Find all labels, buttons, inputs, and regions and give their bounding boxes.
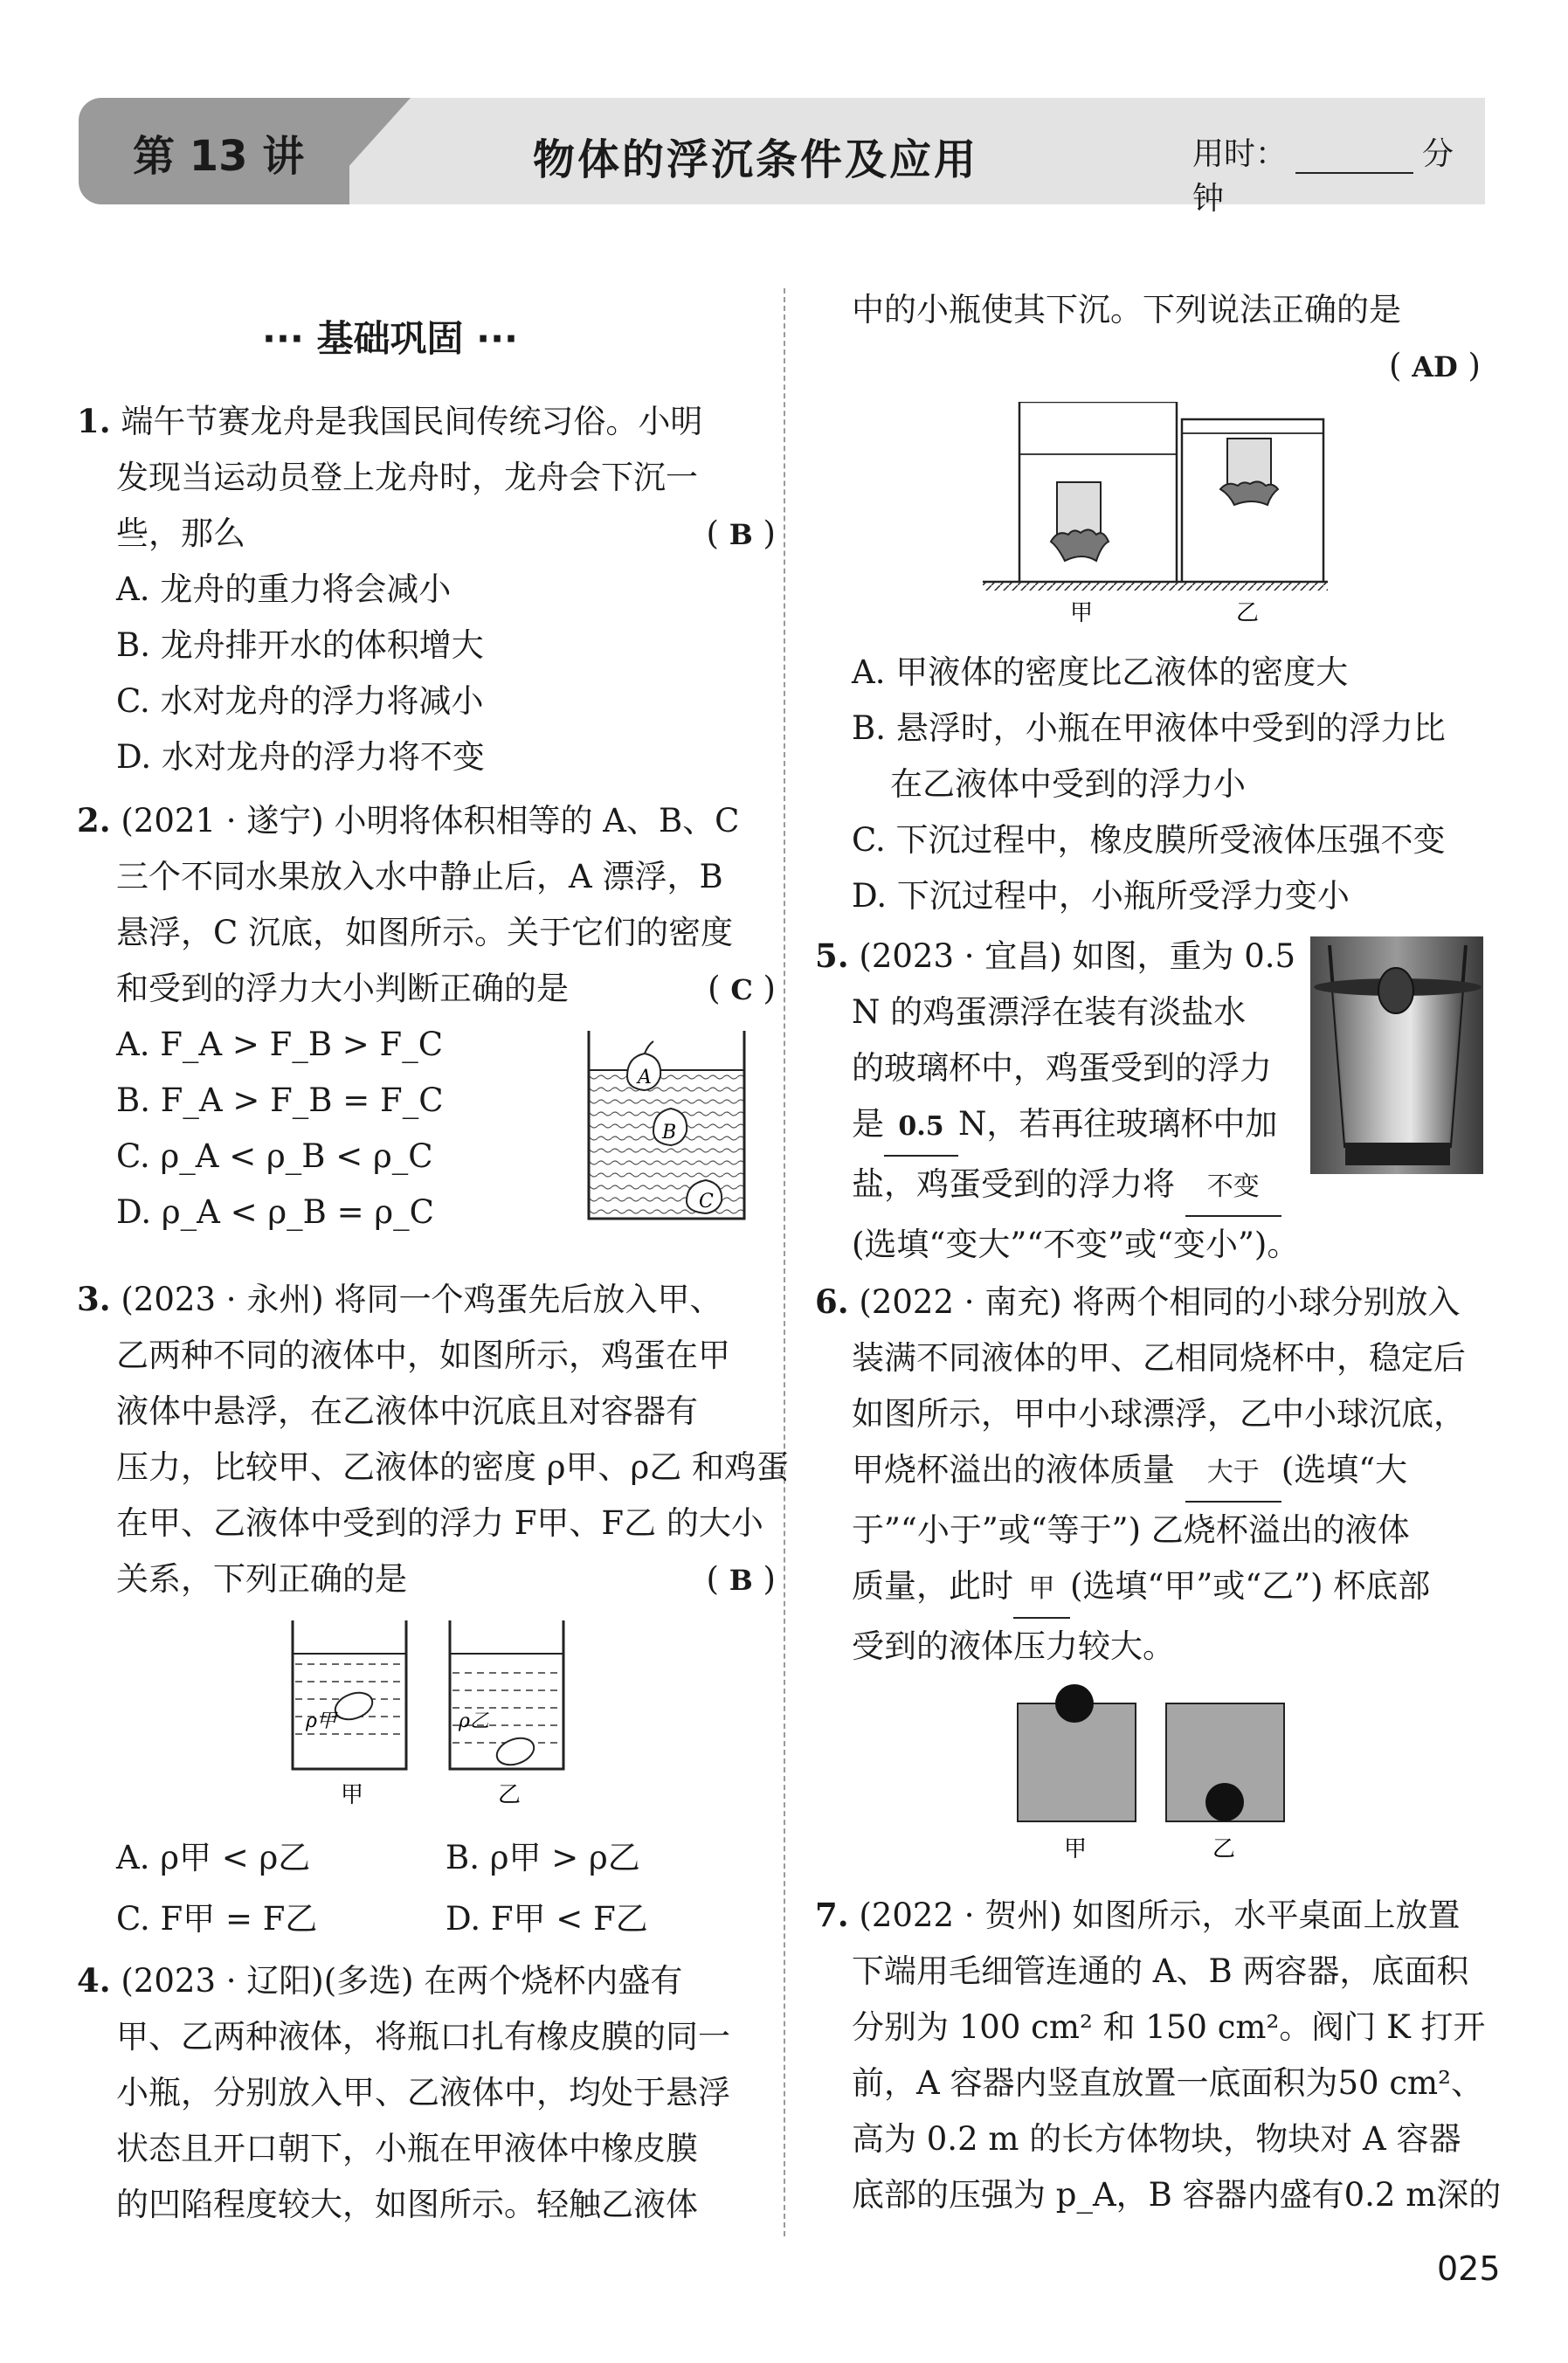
question-1 [77, 393, 776, 785]
membrane-jia [1051, 529, 1109, 561]
question-line: 是 [852, 1105, 884, 1143]
question-line: 受到的液体压力较大。 [852, 1627, 1175, 1665]
question-line: 悬浮，C 沉底，如图所示。关于它们的密度 [116, 914, 734, 951]
question-3 [77, 1271, 789, 1607]
question-number: 7. [815, 1896, 849, 1934]
question-line: N 的鸡蛋漂浮在装有淡盐水 [852, 993, 1247, 1031]
beaker-jia [293, 1620, 406, 1808]
ball-floating-icon [1055, 1684, 1094, 1723]
question-line: (2021 · 遂宁) 小明将体积相等的 A、B、C [121, 802, 740, 839]
fill-blank-cup[interactable]: 甲 [1013, 1561, 1070, 1619]
question-line: 关系，下列正确的是 [116, 1560, 407, 1598]
lesson-header [79, 98, 1485, 217]
q6-ball-figure [1013, 1682, 1293, 1861]
question-line: (选填“变大”“不变”或“变小”)。 [852, 1226, 1300, 1263]
question-line: (2023 · 宜昌) 如图，重为 0.5 [859, 937, 1296, 975]
question-line: 底部的压强为 p_A，B 容器内盛有0.2 m深的 [852, 2176, 1502, 2214]
q2-fruit-figure [584, 1022, 749, 1227]
option-a: A. F_A > F_B > F_C [116, 1026, 444, 1063]
column-divider [784, 288, 785, 2236]
answer-bracket: ( B ) [706, 515, 776, 552]
rho-jia-label: ρ甲 [306, 1710, 336, 1732]
label-a: A [638, 1067, 652, 1088]
question-line: 的玻璃杯中，鸡蛋受到的浮力 [852, 1049, 1272, 1087]
question-line: N，若再往玻璃杯中加 [958, 1105, 1278, 1143]
option-a: A. 甲液体的密度比乙液体的密度大 [852, 653, 1349, 691]
egg-icon [494, 1733, 538, 1769]
fill-blank-buoyancy[interactable]: 0.5 [884, 1099, 958, 1157]
answer: AD [1412, 350, 1458, 383]
fill-blank-mass[interactable]: 大于 [1185, 1445, 1281, 1503]
page-title: 物体的浮沉条件及应用 [533, 135, 979, 184]
egg-icon [332, 1688, 376, 1724]
question-line: (选填“甲”或“乙”) 杯底部 [1070, 1567, 1431, 1605]
question-number: 1. [77, 402, 111, 440]
question-line: 的凹陷程度较大，如图所示。轻触乙液体 [116, 2186, 698, 2223]
question-line: 前，A 容器内竖直放置一底面积为50 cm²、 [852, 2064, 1483, 2102]
question-number: 6. [815, 1282, 849, 1321]
question-5 [815, 928, 1299, 1273]
question-number: 4. [77, 1961, 111, 2000]
page-number: 025 [1437, 2249, 1501, 2288]
ball-sunk-icon [1205, 1783, 1244, 1821]
ground-hatch [983, 582, 1328, 591]
label-yi: 乙 [1212, 1836, 1236, 1861]
question-line: 小瓶，分别放入甲、乙液体中，均处于悬浮 [116, 2074, 730, 2111]
question-line: 发现当运动员登上龙舟时，龙舟会下沉一 [116, 459, 698, 496]
question-4 [77, 1952, 730, 2233]
question-number: 3. [77, 1280, 111, 1318]
time-unit: 分钟 [1192, 136, 1454, 217]
option-b: B. 龙舟排开水的体积增大 [116, 626, 484, 664]
option-b-cont: 在乙液体中受到的浮力小 [890, 765, 1246, 803]
question-line: 甲烧杯溢出的液体质量 [852, 1451, 1175, 1489]
q4-options [852, 645, 1446, 924]
option-c: C. 下沉过程中，橡皮膜所受液体压强不变 [852, 821, 1446, 859]
question-line: 装满不同液体的甲、乙相同烧杯中，稳定后 [852, 1339, 1466, 1377]
question-line: 三个不同水果放入水中静止后，A 漂浮，B [116, 858, 723, 895]
option-a: A. ρ甲 < ρ乙 [116, 1839, 311, 1876]
q4-bottle-figure [983, 402, 1332, 629]
label-jia: 甲 [1070, 600, 1094, 626]
time-blank[interactable] [1295, 142, 1413, 174]
lesson-number: 第 13 讲 [133, 132, 305, 181]
question-line: (2022 · 贺州) 如图所示，水平桌面上放置 [859, 1897, 1461, 1934]
question-line: 盐，鸡蛋受到的浮力将 [852, 1165, 1175, 1203]
q4-continued [852, 282, 1481, 395]
option-b: B. F_A > F_B = F_C [116, 1081, 444, 1119]
question-line: 甲、乙两种液体，将瓶口扎有橡皮膜的同一 [116, 2018, 730, 2056]
beaker-yi [450, 1620, 563, 1808]
section-title: ··· 基础巩固 ··· [262, 317, 518, 360]
option-d: D. F甲 < F乙 [446, 1900, 648, 1938]
option-d: D. ρ_A < ρ_B = ρ_C [116, 1193, 434, 1231]
question-line: 在甲、乙液体中受到的浮力 F甲、F乙 的大小 [116, 1504, 763, 1542]
option-b: B. 悬浮时，小瓶在甲液体中受到的浮力比 [852, 709, 1446, 747]
question-line: 高为 0.2 m 的长方体物块，物块对 A 容器 [852, 2120, 1461, 2158]
question-line: 液体中悬浮，在乙液体中沉底且对容器有 [116, 1392, 698, 1430]
question-number: 2. [77, 801, 111, 839]
question-line: 些，那么 [116, 515, 245, 552]
answer-bracket: ( C ) [708, 970, 776, 1007]
header-tab-slant [314, 98, 411, 204]
label-jia: 甲 [1064, 1836, 1088, 1861]
label-b: B [662, 1122, 677, 1143]
option-c: C. F甲 = F乙 [116, 1900, 318, 1938]
question-line: 下端用毛细管连通的 A、B 两容器，底面积 [852, 1952, 1469, 1990]
label-c: C [699, 1191, 714, 1213]
question-number: 5. [815, 936, 849, 975]
glass-base [1345, 1143, 1450, 1165]
label-yi: 乙 [1236, 600, 1260, 626]
question-line: 状态且开口朝下，小瓶在甲液体中橡皮膜 [116, 2130, 698, 2167]
question-line: 分别为 100 cm² 和 150 cm²。阀门 K 打开 [852, 2008, 1486, 2046]
option-d: D. 水对龙舟的浮力将不变 [116, 738, 485, 776]
question-line: (2023 · 辽阳)(多选) 在两个烧杯内盛有 [121, 1962, 683, 2000]
option-c: C. 水对龙舟的浮力将减小 [116, 682, 484, 720]
fill-blank-change[interactable]: 不变 [1185, 1159, 1281, 1217]
question-line: 中的小瓶使其下沉。下列说法正确的是 [852, 291, 1401, 328]
question-line: (2022 · 南充) 将两个相同的小球分别放入 [859, 1283, 1461, 1321]
option-b: B. ρ甲 > ρ乙 [446, 1839, 640, 1876]
label-jia: 甲 [341, 1782, 364, 1808]
time-field [1192, 129, 1485, 218]
question-7 [815, 1887, 1501, 2223]
question-line: (选填“大 [1281, 1451, 1408, 1489]
egg-icon [1378, 968, 1413, 1013]
membrane-yi [1220, 481, 1278, 505]
label-yi: 乙 [498, 1782, 522, 1808]
question-line: 乙两种不同的液体中，如图所示，鸡蛋在甲 [116, 1337, 730, 1374]
option-c: C. ρ_A < ρ_B < ρ_C [116, 1137, 433, 1175]
question-6 [815, 1274, 1466, 1675]
question-line: 和受到的浮力大小判断正确的是 [116, 970, 569, 1007]
q3-egg-figure [280, 1620, 577, 1808]
answer: B [729, 518, 753, 551]
answer: C [730, 973, 753, 1006]
question-line: 如图所示，甲中小球漂浮，乙中小球沉底， [852, 1395, 1466, 1433]
q5-egg-glass-photo [1310, 936, 1483, 1174]
question-line: 于”“小于”或“等于”) 乙烧杯溢出的液体 [852, 1511, 1410, 1549]
answer-bracket: ( B ) [706, 1560, 776, 1598]
question-line: 质量，此时 [852, 1567, 1013, 1605]
option-a: A. 龙舟的重力将会减小 [116, 570, 452, 608]
question-line: 端午节赛龙舟是我国民间传统习俗。小明 [121, 403, 703, 440]
stem-icon [645, 1041, 653, 1054]
option-d: D. 下沉过程中，小瓶所受浮力变小 [852, 877, 1350, 915]
answer-bracket: ( AD ) [1389, 347, 1481, 384]
question-line: 压力，比较甲、乙液体的密度 ρ甲、ρ乙 和鸡蛋 [116, 1448, 790, 1486]
rho-yi-label: ρ乙 [459, 1710, 489, 1732]
answer: B [729, 1564, 753, 1597]
time-label: 用时： [1192, 136, 1288, 172]
question-line: (2023 · 永州) 将同一个鸡蛋先后放入甲、 [121, 1281, 722, 1318]
